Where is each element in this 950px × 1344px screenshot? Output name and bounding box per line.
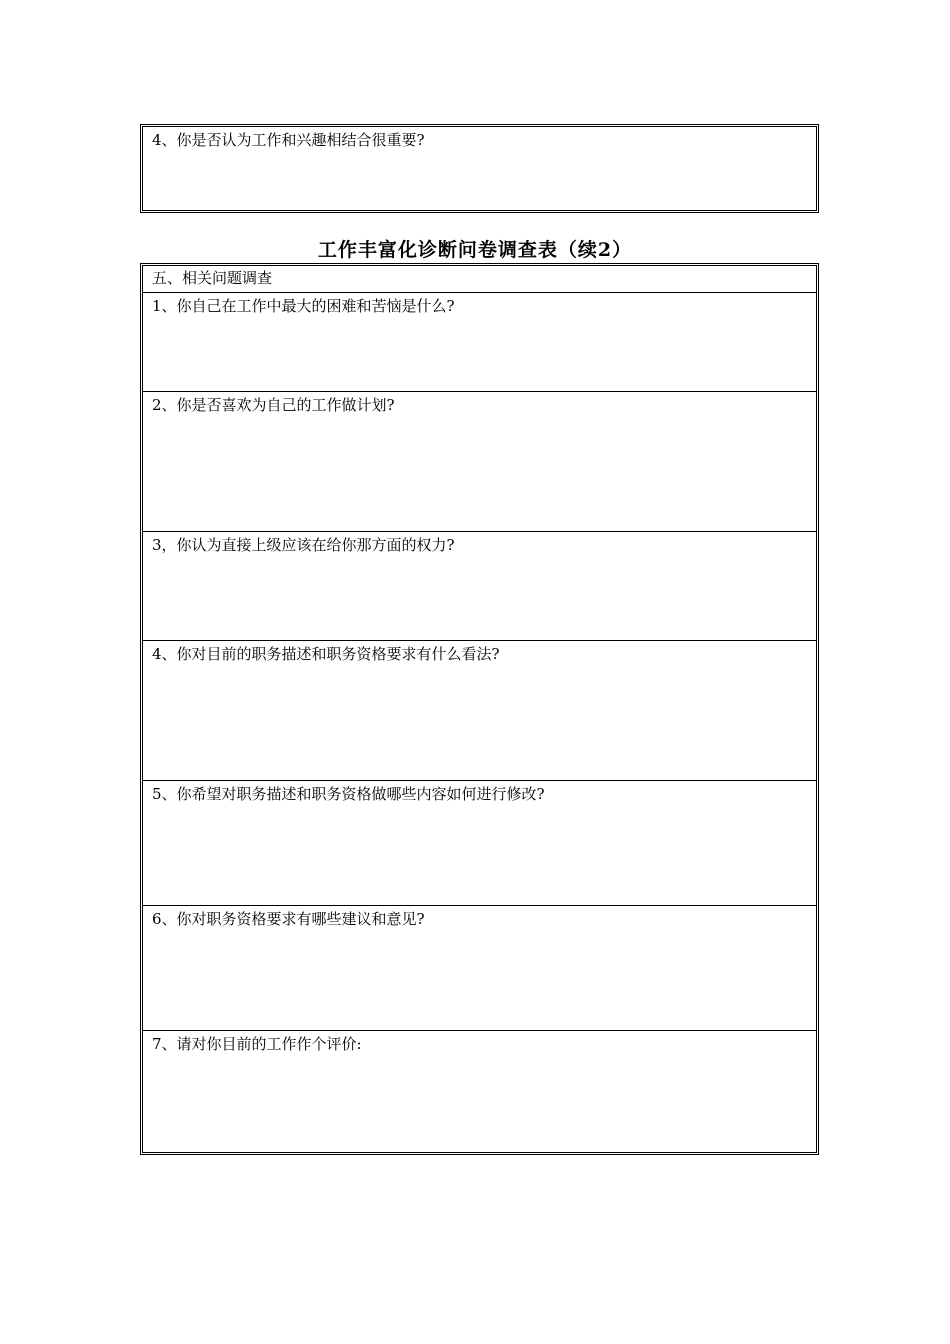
- question-text: 4、你对目前的职务描述和职务资格要求有什么看法?: [152, 645, 500, 663]
- previous-questions-table: [140, 124, 819, 213]
- question-row-3[interactable]: [143, 532, 816, 641]
- question-row-2[interactable]: [143, 392, 816, 532]
- question-text: 6、你对职务资格要求有哪些建议和意见?: [152, 910, 425, 928]
- section-header: [143, 266, 816, 293]
- question-text: 2、你是否喜欢为自己的工作做计划?: [152, 396, 395, 414]
- question-row-4[interactable]: [143, 641, 816, 781]
- page-title: 工作丰富化诊断问卷调查表（续2）: [317, 239, 633, 261]
- section-header-text: 五、相关问题调查: [152, 269, 273, 287]
- question-text: 5、你希望对职务描述和职务资格做哪些内容如何进行修改?: [152, 785, 545, 803]
- question-row-5[interactable]: [143, 781, 816, 906]
- question-row-7[interactable]: [143, 1031, 816, 1156]
- question-text: 4、你是否认为工作和兴趣相结合很重要?: [152, 131, 425, 149]
- question-row-prev-4: [143, 127, 816, 210]
- survey-table: [140, 263, 819, 1155]
- question-row-1[interactable]: [143, 293, 816, 392]
- question-row-6[interactable]: [143, 906, 816, 1031]
- question-text: 7、请对你目前的工作作个评价:: [152, 1035, 362, 1053]
- question-text: 3，你认为直接上级应该在给你那方面的权力?: [152, 536, 455, 554]
- question-text: 1、你自己在工作中最大的困难和苦恼是什么?: [152, 297, 455, 315]
